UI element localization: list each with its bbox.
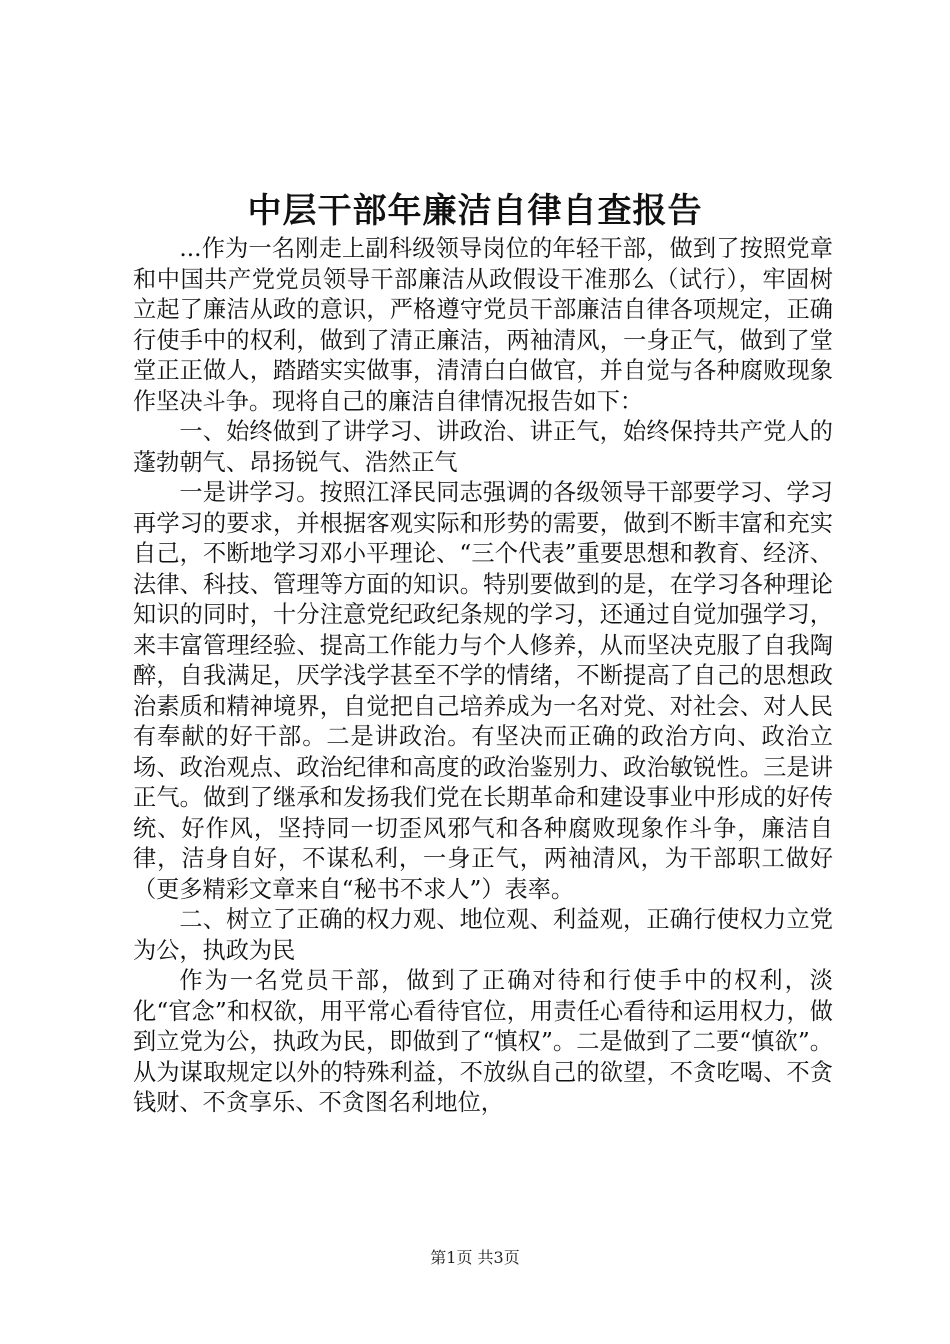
paragraph-section-one-heading: 一、始终做到了讲学习、讲政治、讲正气，始终保持共产党人的蓬勃朝气、昂扬锐气、浩然正气 (133, 418, 833, 476)
paragraph-section-one-body: 一是讲学习。按照江泽民同志强调的各级领导干部要学习、学习再学习的要求，并根据客观实际和形势的需要，做到不断丰富和充实自己，不断地学习邓小平理论、“三个代表”重要思想和教育、经济、法律、科技、管理等方面的知识。特别要做到的是，在学习各种理论知识的同时，十分注意党纪政纪条规的学习，还通过自觉加强学习，来丰富管理经验、提高工作能力与个人修养，从而坚决克服了自我陶醉，自我满足，厌学浅学甚至不学的情绪，不断提高了自己的思想政治素质和精神境界，自觉把自己培养成为一名对党、对社会、对人民有奉献的好干部。二是讲政治。有坚决而正确的政治方向、政治立场、政治观点、政治纪律和高度的政治鉴别力、政治敏锐性。三是讲正气。做到了继承和发扬我们党在长期革命和建设事业中形成的好传统、好作风，坚持同一切歪风邪气和各种腐败现象作斗争，廉洁自律，洁身自好，不谋私利，一身正气，两袖清风，为干部职工做好（更多精彩文章来自“秘书不求人”）表率。 (133, 479, 833, 903)
paragraph-intro: ...作为一名刚走上副科级领导岗位的年轻干部，做到了按照党章和中国共产党党员领导干部廉洁从政假设干准那么（试行），牢固树立起了廉洁从政的意识，严格遵守党员干部廉洁自律各项规定，正确行使手中的权利，做到了清正廉洁，两袖清风，一身正气，做到了堂堂正正做人，踏踏实实做事，清清白白做官，并自觉与各种腐败现象作坚决斗争。现将自己的廉洁自律情况报告如下： (133, 235, 833, 415)
page-number-footer: 第1页 共3页 (430, 1248, 520, 1267)
paragraph-section-two-heading: 二、树立了正确的权力观、地位观、利益观，正确行使权力立党为公，执政为民 (133, 906, 833, 964)
paragraph-section-two-body: 作为一名党员干部，做到了正确对待和行使手中的权利，淡化“官念”和权欲，用平常心看待官位，用责任心看待和运用权力，做到立党为公，执政为民，即做到了“慎权”。二是做到了二要“慎欲”。从为谋取规定以外的特殊利益，不放纵自己的欲望，不贪吃喝、不贪钱财、不贪享乐、不贪图名利地位， (133, 967, 833, 1116)
document-body (133, 234, 833, 1119)
document-title: 中层干部年廉洁自律自查报告 (247, 191, 703, 231)
